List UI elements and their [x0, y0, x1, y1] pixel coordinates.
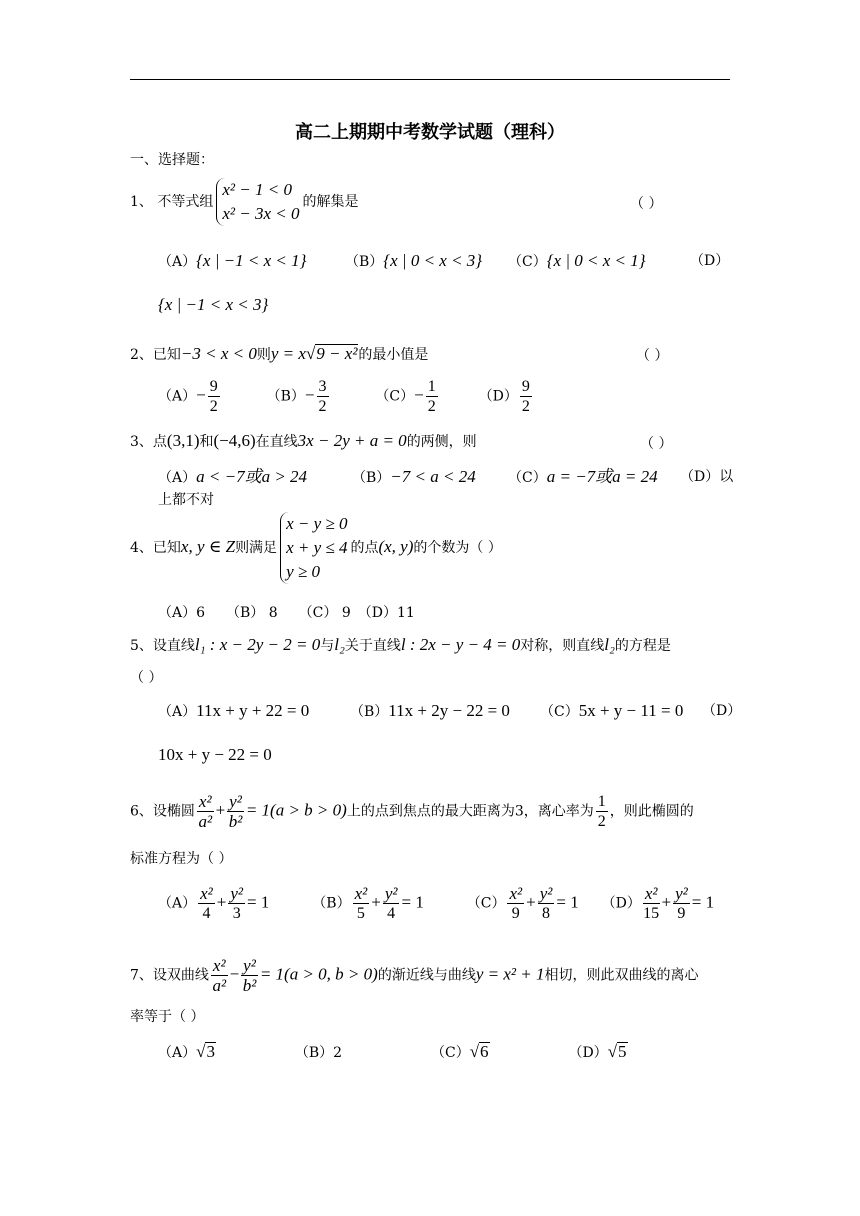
header-rule — [130, 79, 730, 80]
q7-options: （A）√3 （B）2 （C）√6 （D）√5 — [158, 1042, 627, 1061]
question-1: 1、 不等式组 x² − 1 < 0 x² − 3x < 0 的解集是 — [130, 178, 359, 226]
question-5: 5、设直线l₁ : x − 2y − 2 = 0与l₂关于直线l : 2x − y − 4 = 0对称，则直线l₂的方程是 — [130, 635, 671, 654]
q1-option-d: {x | −1 < x < 3} — [158, 295, 269, 314]
inequality-system: x − y ≥ 0 x + y ≤ 4 y ≥ 0 — [280, 512, 347, 584]
q1-options: （A）{x | −1 < x < 1} — [158, 251, 307, 270]
question-4: 4、已知x, y ∈ Z则满足 x − y ≥ 0 x + y ≤ 4 y ≥ 0 的点(x, y)的个数为（ ） — [130, 512, 502, 584]
question-2: 2、已知−3 < x < 0则y = x√9 − x²的最小值是 — [130, 344, 429, 363]
question-3: 3、点(3,1)和(−4,6)在直线3x − 2y + a = 0的两侧，则 — [130, 431, 477, 450]
answer-paren: （ ） — [630, 196, 663, 212]
section-heading: 一、选择题： — [130, 152, 214, 168]
q2-options: （A）− $\frac{9}{2}$ （B）− $\frac{3}{2}$ （C）− $\frac{1}{2}$ （D） $\frac{9}{2}$ — [158, 378, 530, 415]
page-title: 高二上期期中考数学试题（理科） — [295, 122, 565, 143]
question-6: 6、设椭圆 $\frac{\text{x²}}{\text{a²}}$ + $\frac{\text{y²}}{\text{b²}}$ = 1(a > b > 0)上的点到焦点的最大距离为3，离心率为 $\frac{1}{2}$ ，则此椭圆的 — [130, 792, 694, 831]
question-7: 7、设双曲线 $\frac{\text{x²}}{\text{a²}}$ − $\frac{\text{y²}}{\text{b²}}$ = 1(a > 0, b > 0)的渐近线与曲线y = x² + 1相切，则此双曲线的离心 — [130, 956, 699, 995]
q6-options: （A） $\frac{\text{x²}}{4}$ + $\frac{\text{y²}}{3}$ = 1 （B） $\frac{\text{x²}}{5}$ + $\frac{\text{y²}}{4}$ = 1 （C） $\frac{\text{x²}}{9}$ + $\frac{\text{y²}}{8}$ = 1 （D） $\frac{\text{x²}}{15}$ + $\frac{\text{y²}}{9}$ = 1 — [158, 884, 715, 922]
inequality-system: x² − 1 < 0 x² − 3x < 0 — [216, 178, 299, 226]
q4-options: （A）6 （B） 8 （C） 9 （D）11 — [158, 605, 415, 621]
